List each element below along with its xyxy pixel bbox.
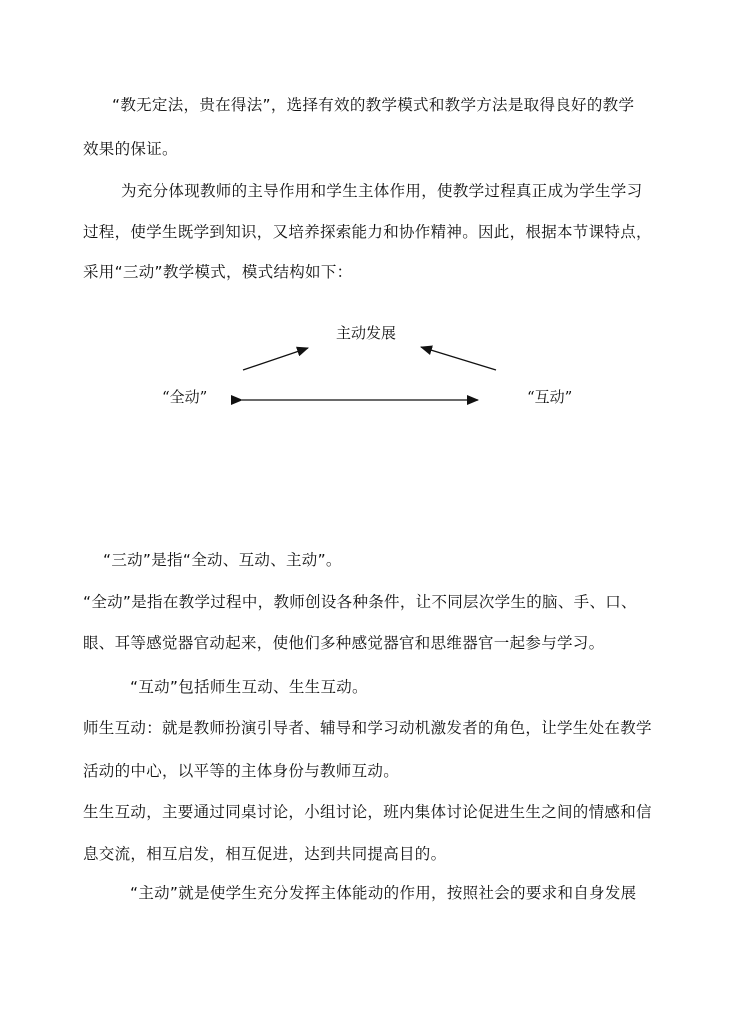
- paragraph-2-line-1: 为充分体现教师的主导作用和学生主体作用，使教学过程真正成为学生学习: [121, 182, 643, 200]
- diagram-node-left: “全动”: [162, 388, 208, 406]
- paragraph-4-line-1: “全动”是指在教学过程中，教师创设各种条件，让不同层次学生的脑、手、口、: [83, 593, 637, 611]
- paragraph-1-line-2: 效果的保证。: [83, 140, 178, 158]
- diagram-node-right: “互动”: [527, 388, 573, 406]
- paragraph-6-line-1: 师生互动：就是教师扮演引导者、辅导和学习动机激发者的角色，让学生处在教学: [83, 719, 652, 737]
- paragraph-2-line-2: 过程，使学生既学到知识，又培养探索能力和协作精神。因此，根据本节课特点，: [83, 223, 652, 241]
- paragraph-7-line-1: 生生互动，主要通过同桌讨论，小组讨论，班内集体讨论促进生生之间的情感和信: [83, 803, 652, 821]
- paragraph-6-line-2: 活动的中心，以平等的主体身份与教师互动。: [83, 762, 400, 780]
- paragraph-3: “三动”是指“全动、互动、主动”。: [103, 551, 342, 569]
- paragraph-2-line-3: 采用“三动”教学模式，模式结构如下：: [83, 263, 353, 281]
- paragraph-8: “主动”就是使学生充分发挥主体能动的作用，按照社会的要求和自身发展: [130, 884, 637, 902]
- paragraph-5: “互动”包括师生互动、生生互动。: [130, 678, 368, 696]
- paragraph-7-line-2: 息交流，相互启发，相互促进，达到共同提高目的。: [83, 845, 447, 863]
- arrow-right-to-top: [421, 347, 496, 370]
- paragraph-4-line-2: 眼、耳等感觉器官动起来，使他们多种感觉器官和思维器官一起参与学习。: [83, 634, 605, 652]
- diagram-node-top: 主动发展: [336, 324, 397, 342]
- arrow-left-to-top: [243, 348, 308, 370]
- paragraph-1-line-1: “教无定法，贵在得法”，选择有效的教学模式和教学方法是取得良好的教学: [112, 96, 635, 114]
